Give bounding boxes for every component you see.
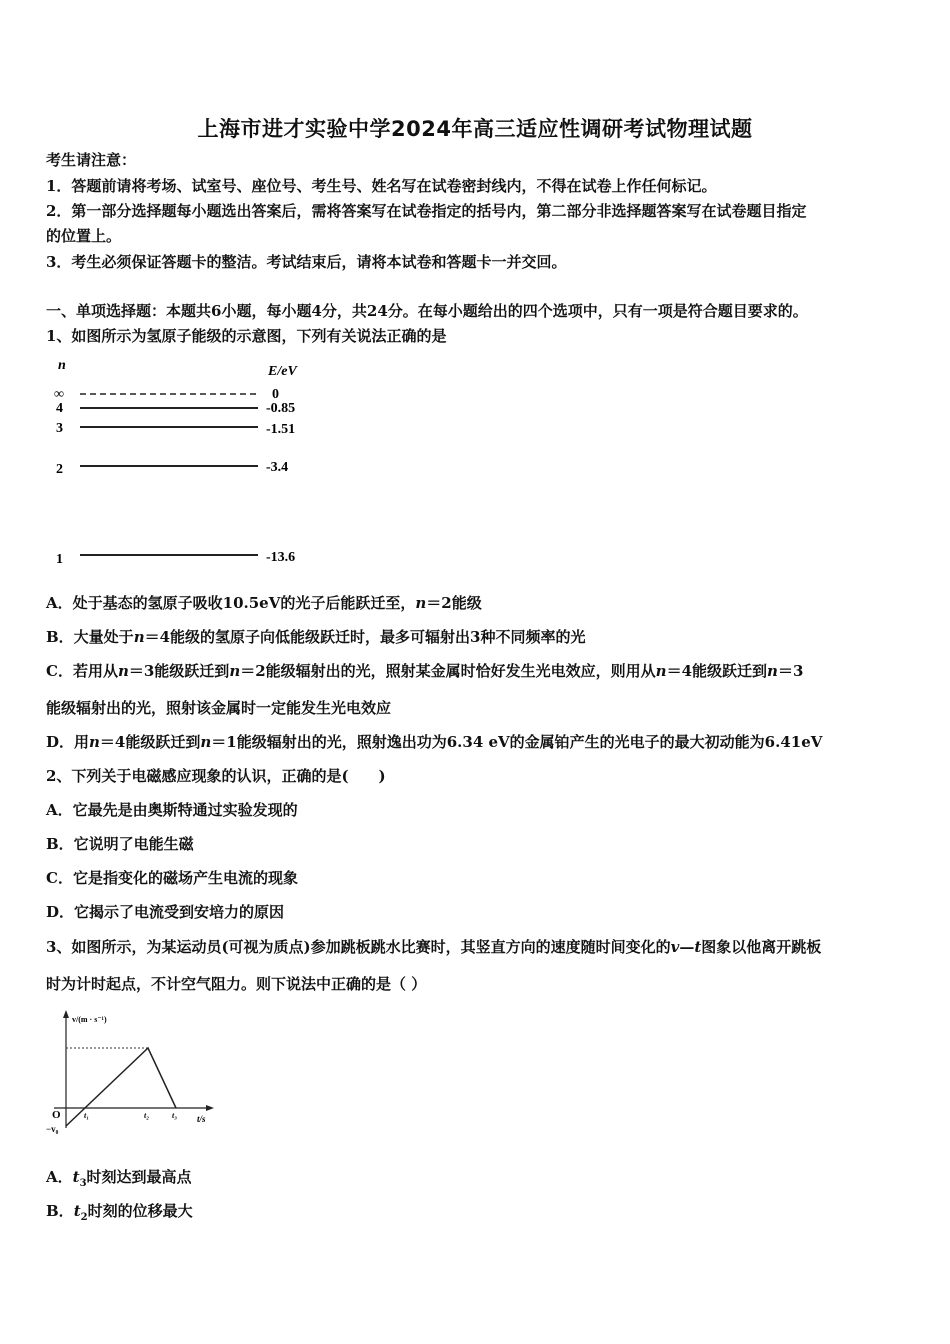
y-axis-arrow bbox=[63, 1010, 69, 1018]
notice-heading: 考生请注意： bbox=[46, 151, 137, 169]
q3-option-b: B．$t_2$时刻的位移最大 bbox=[46, 1202, 193, 1223]
q1-option-d: D．用n＝4能级跃迁到n＝1能级辐射出的光，照射逸出功为6.34 eV的金属铂产生的光电子的最大初动能为6.41eV bbox=[46, 733, 823, 751]
q2-option-c: C．它是指变化的磁场产生电流的现象 bbox=[46, 869, 298, 887]
level-n-4: 4 bbox=[56, 401, 63, 416]
level-e-1: -13.6 bbox=[266, 550, 296, 565]
q2-option-a: A．它最先是由奥斯特通过实验发现的 bbox=[46, 801, 298, 819]
level-n-inf: ∞ bbox=[54, 387, 64, 402]
x-axis-arrow bbox=[206, 1105, 214, 1111]
q3-option-a: A．$t_3$时刻达到最高点 bbox=[46, 1168, 192, 1189]
q1-option-a: A．处于基态的氢原子吸收10.5eV的光子后能跃迁至，n＝2能级 bbox=[46, 594, 482, 612]
q2-option-d: D．它揭示了电流受到安培力的原因 bbox=[46, 903, 285, 921]
page-title: 上海市进才实验中学2024年高三适应性调研考试物理试题 bbox=[197, 117, 753, 141]
notice-item-2: 2．第一部分选择题每小题选出答案后，需将答案写在试卷指定的括号内，第二部分非选择题答案写在试卷题目指定 bbox=[46, 202, 807, 220]
section-heading: 一、单项选择题：本题共6小题，每小题4分，共24分。在每小题给出的四个选项中，只有一项是符合题目要求的。 bbox=[46, 302, 808, 320]
q1-option-c: C．若用从n＝3能级跃迁到n＝2能级辐射出的光，照射某金属时恰好发生光电效应，则用从n＝4能级跃迁到n＝3 bbox=[46, 662, 804, 680]
q3-stem: 3、如图所示，为某运动员(可视为质点)参加跳板跳水比赛时，其竖直方向的速度随时间变化的v—t图象以他离开跳板 bbox=[46, 938, 822, 956]
energy-level-diagram bbox=[46, 355, 316, 575]
diagram-n-label: n bbox=[58, 358, 66, 373]
q2-stem: 2、下列关于电磁感应现象的认识，正确的是( ) bbox=[46, 767, 386, 785]
q1-option-c-cont: 能级辐射出的光，照射该金属时一定能发生光电效应 bbox=[46, 699, 392, 717]
notice-item-1: 1．答题前请将考场、试室号、座位号、考生号、姓名写在试卷密封线内，不得在试卷上作任何标记。 bbox=[46, 177, 717, 195]
level-e-inf: 0 bbox=[272, 387, 279, 402]
level-e-3: -1.51 bbox=[266, 422, 296, 437]
q3-stem-cont: 时为计时起点，不计空气阻力。则下说法中正确的是（ ） bbox=[46, 975, 427, 993]
level-e-2: -3.4 bbox=[266, 460, 289, 475]
y-axis-label: v/(m · s⁻¹) bbox=[72, 1015, 107, 1024]
tick-t1: t₁ bbox=[84, 1111, 90, 1120]
vt-graph bbox=[44, 1008, 219, 1138]
x-axis-label: t/s bbox=[197, 1114, 206, 1124]
level-n-2: 2 bbox=[56, 462, 63, 477]
q2-option-b: B．它说明了电能生磁 bbox=[46, 835, 194, 853]
diagram-energy-label: E/eV bbox=[268, 364, 297, 379]
notice-item-2-cont: 的位置上。 bbox=[46, 227, 122, 245]
q1-option-b: B．大量处于n＝4能级的氢原子向低能级跃迁时，最多可辐射出3种不同频率的光 bbox=[46, 628, 586, 646]
level-e-4: -0.85 bbox=[266, 401, 296, 416]
level-n-1: 1 bbox=[56, 552, 63, 567]
v0-label: −v₀ bbox=[46, 1124, 59, 1134]
tick-t3: t₃ bbox=[172, 1111, 178, 1120]
origin-label: O bbox=[52, 1109, 61, 1121]
q1-stem: 1、如图所示为氢原子能级的示意图，下列有关说法正确的是 bbox=[46, 327, 447, 345]
notice-item-3: 3．考生必须保证答题卡的整洁。考试结束后，请将本试卷和答题卡一并交回。 bbox=[46, 253, 567, 271]
level-n-3: 3 bbox=[56, 421, 63, 436]
tick-t2: t₂ bbox=[144, 1111, 150, 1120]
velocity-line bbox=[66, 1048, 176, 1126]
